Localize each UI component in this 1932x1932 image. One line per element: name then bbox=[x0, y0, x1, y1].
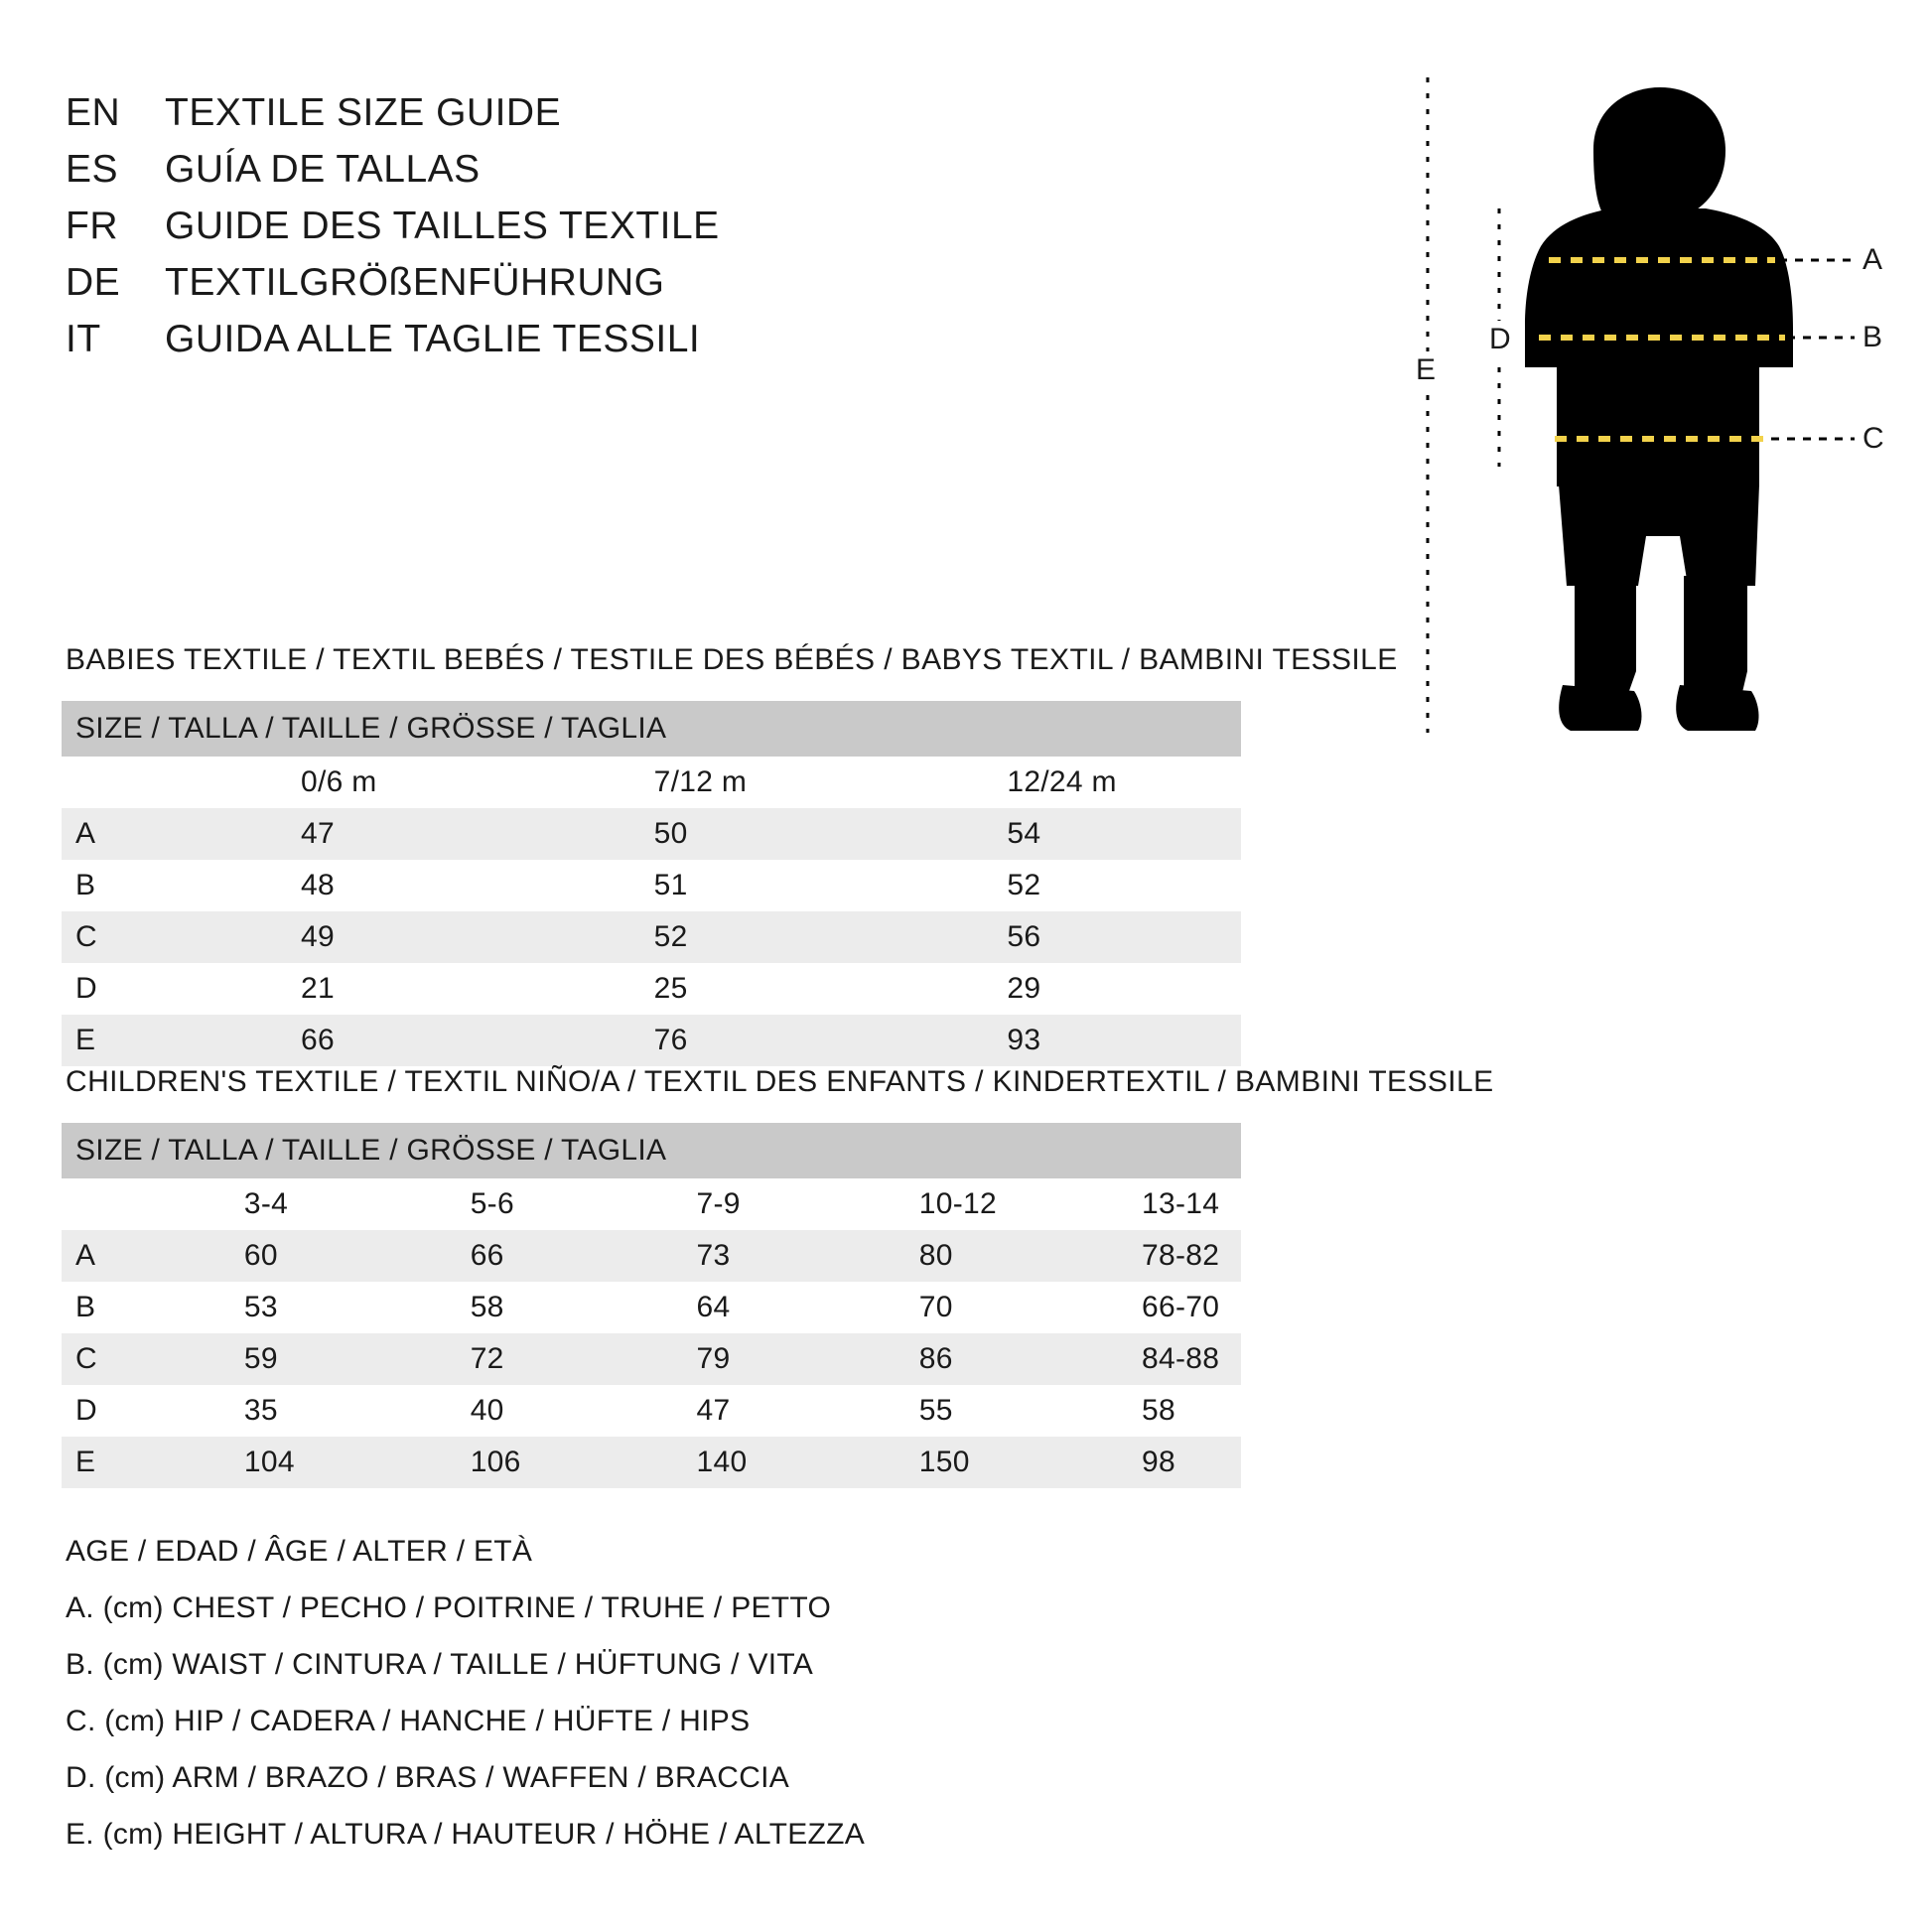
cell-value: 106 bbox=[351, 1437, 578, 1488]
cell-value: 72 bbox=[351, 1333, 578, 1385]
cell-value: 52 bbox=[888, 860, 1241, 911]
cell-value: 64 bbox=[578, 1282, 800, 1333]
column-header: 10-12 bbox=[800, 1178, 1023, 1230]
cell-value: 80 bbox=[800, 1230, 1023, 1282]
cell-value: 104 bbox=[125, 1437, 351, 1488]
cell-value: 66 bbox=[351, 1230, 578, 1282]
column-header: 0/6 m bbox=[182, 757, 535, 808]
cell-value: 47 bbox=[182, 808, 535, 860]
column-header: 13-14 bbox=[1023, 1178, 1241, 1230]
row-label: D bbox=[62, 963, 182, 1015]
cell-value: 70 bbox=[800, 1282, 1023, 1333]
row-label: E bbox=[62, 1015, 182, 1066]
cell-value: 140 bbox=[578, 1437, 800, 1488]
column-header: 7/12 m bbox=[535, 757, 889, 808]
language-code: IT bbox=[66, 318, 101, 360]
cell-value: 93 bbox=[888, 1015, 1241, 1066]
row-label: E bbox=[62, 1437, 125, 1488]
table-column-header-row bbox=[62, 757, 1241, 808]
language-code: EN bbox=[66, 91, 121, 134]
corner-cell bbox=[62, 1178, 125, 1230]
cell-value: 29 bbox=[888, 963, 1241, 1015]
cell-value: 76 bbox=[535, 1015, 889, 1066]
language-title-block bbox=[66, 91, 1158, 374]
cell-value: 54 bbox=[888, 808, 1241, 860]
column-header: 3-4 bbox=[125, 1178, 351, 1230]
legend-line-chest: A. (cm) CHEST / PECHO / POITRINE / TRUHE / PETTO bbox=[66, 1591, 832, 1624]
language-row bbox=[66, 261, 1158, 318]
language-row bbox=[66, 318, 1158, 374]
measurement-figure bbox=[1390, 69, 1886, 764]
cell-value: 73 bbox=[578, 1230, 800, 1282]
cell-value: 58 bbox=[351, 1282, 578, 1333]
legend-block bbox=[66, 1535, 1257, 1874]
language-title: TEXTILE SIZE GUIDE bbox=[165, 91, 562, 134]
cell-value: 56 bbox=[888, 911, 1241, 963]
language-title: GUIDE DES TAILLES TEXTILE bbox=[165, 205, 720, 247]
cell-value: 40 bbox=[351, 1385, 578, 1437]
cell-value: 25 bbox=[535, 963, 889, 1015]
language-row bbox=[66, 148, 1158, 205]
legend-line-height: E. (cm) HEIGHT / ALTURA / HAUTEUR / HÖHE / ALTEZZA bbox=[66, 1818, 866, 1851]
language-title: TEXTILGRÖßENFÜHRUNG bbox=[165, 261, 665, 304]
cell-value: 58 bbox=[1023, 1385, 1241, 1437]
language-code: ES bbox=[66, 148, 119, 191]
legend-line-arm: D. (cm) ARM / BRAZO / BRAS / WAFFEN / BRACCIA bbox=[66, 1761, 790, 1794]
cell-value: 150 bbox=[800, 1437, 1023, 1488]
legend-line-waist: B. (cm) WAIST / CINTURA / TAILLE / HÜFTUNG / VITA bbox=[66, 1648, 814, 1681]
cell-value: 21 bbox=[182, 963, 535, 1015]
language-row bbox=[66, 91, 1158, 148]
cell-value: 52 bbox=[535, 911, 889, 963]
cell-value: 86 bbox=[800, 1333, 1023, 1385]
row-label: D bbox=[62, 1385, 125, 1437]
column-header: 5-6 bbox=[351, 1178, 578, 1230]
cell-value: 59 bbox=[125, 1333, 351, 1385]
language-code: DE bbox=[66, 261, 121, 304]
row-label: B bbox=[62, 860, 182, 911]
label-b: B bbox=[1863, 321, 1883, 353]
children-size-table bbox=[62, 1123, 1241, 1488]
table-row bbox=[62, 1230, 1241, 1282]
cell-value: 48 bbox=[182, 860, 535, 911]
table-header-row bbox=[62, 701, 1241, 757]
cell-value: 50 bbox=[535, 808, 889, 860]
label-e: E bbox=[1412, 351, 1440, 389]
table-header-row bbox=[62, 1123, 1241, 1178]
cell-value: 49 bbox=[182, 911, 535, 963]
row-label: B bbox=[62, 1282, 125, 1333]
row-label: C bbox=[62, 1333, 125, 1385]
cell-value: 66-70 bbox=[1023, 1282, 1241, 1333]
row-label: A bbox=[62, 1230, 125, 1282]
cell-value: 51 bbox=[535, 860, 889, 911]
child-silhouette bbox=[1525, 87, 1793, 731]
babies-section-title: BABIES TEXTILE / TEXTIL BEBÉS / TESTILE DES BÉBÉS / BABYS TEXTIL / BAMBINI TESSILE bbox=[66, 643, 1398, 676]
legend-line-hip: C. (cm) HIP / CADERA / HANCHE / HÜFTE / HIPS bbox=[66, 1705, 751, 1737]
language-row bbox=[66, 205, 1158, 261]
table-row bbox=[62, 1015, 1241, 1066]
table-row bbox=[62, 860, 1241, 911]
column-header: 12/24 m bbox=[888, 757, 1241, 808]
cell-value: 35 bbox=[125, 1385, 351, 1437]
table-column-header-row bbox=[62, 1178, 1241, 1230]
column-header: 7-9 bbox=[578, 1178, 800, 1230]
table-row bbox=[62, 1437, 1241, 1488]
row-label: C bbox=[62, 911, 182, 963]
table-row bbox=[62, 1333, 1241, 1385]
legend-line-age: AGE / EDAD / ÂGE / ALTER / ETÀ bbox=[66, 1535, 533, 1568]
label-a: A bbox=[1863, 243, 1883, 276]
cell-value: 47 bbox=[578, 1385, 800, 1437]
table-row bbox=[62, 963, 1241, 1015]
cell-value: 53 bbox=[125, 1282, 351, 1333]
cell-value: 84-88 bbox=[1023, 1333, 1241, 1385]
cell-value: 60 bbox=[125, 1230, 351, 1282]
table-row bbox=[62, 911, 1241, 963]
babies-table-header: SIZE / TALLA / TAILLE / GRÖSSE / TAGLIA bbox=[62, 701, 1241, 757]
language-code: FR bbox=[66, 205, 118, 247]
table-row bbox=[62, 1282, 1241, 1333]
corner-cell bbox=[62, 757, 182, 808]
cell-value: 78-82 bbox=[1023, 1230, 1241, 1282]
table-row bbox=[62, 808, 1241, 860]
children-table-header: SIZE / TALLA / TAILLE / GRÖSSE / TAGLIA bbox=[62, 1123, 1241, 1178]
cell-value: 98 bbox=[1023, 1437, 1241, 1488]
table-row bbox=[62, 1385, 1241, 1437]
babies-size-table bbox=[62, 701, 1241, 1066]
language-title: GUÍA DE TALLAS bbox=[165, 148, 481, 191]
label-c: C bbox=[1863, 422, 1884, 455]
row-label: A bbox=[62, 808, 182, 860]
cell-value: 55 bbox=[800, 1385, 1023, 1437]
cell-value: 66 bbox=[182, 1015, 535, 1066]
language-title: GUIDA ALLE TAGLIE TESSILI bbox=[165, 318, 701, 360]
label-d: D bbox=[1485, 321, 1515, 358]
cell-value: 79 bbox=[578, 1333, 800, 1385]
children-section-title: CHILDREN'S TEXTILE / TEXTIL NIÑO/A / TEXTIL DES ENFANTS / KINDERTEXTIL / BAMBINI TESSILE bbox=[66, 1065, 1494, 1098]
